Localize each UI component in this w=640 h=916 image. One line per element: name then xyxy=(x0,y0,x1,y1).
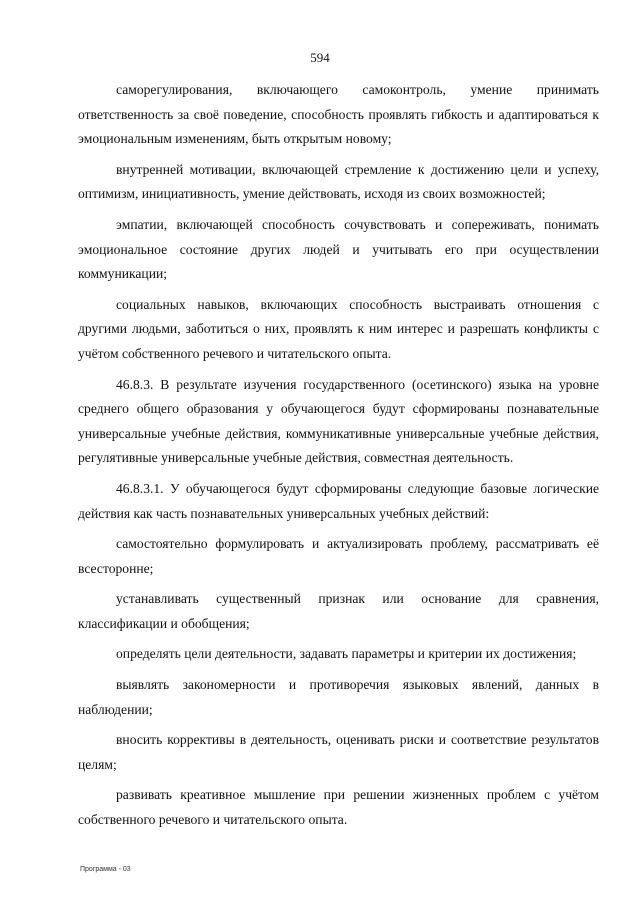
document-body xyxy=(78,78,599,839)
paragraph-self-regulation: саморегулирования, включающего самоконтроль, умение принимать ответственность за своё поведение, способность проявлять гибкость и адаптироваться к эмоциональным изменениям, быть открытым новому; xyxy=(78,82,599,147)
paragraph-empathy: эмпатии, включающей способность сочувствовать и сопереживать, понимать эмоциональное состояние других людей и учитывать его при осуществлении коммуникации; xyxy=(78,216,599,282)
paragraph-internal-motivation: внутренней мотивации, включающей стремление к достижению цели и успеху, оптимизм, инициативность, умение действовать, исходя из своих возможностей; xyxy=(78,161,599,202)
page-number: 594 xyxy=(310,50,330,65)
list-item-define-goals: определять цели деятельности, задавать параметры и критерии их достижения; xyxy=(116,646,577,662)
list-item-creative-thinking: развивать креативное мышление при решении жизненных проблем с учётом собственного речевого и читательского опыта. xyxy=(78,787,599,828)
paragraph-section-46-8-3: 46.8.3. В результате изучения государственного (осетинского) языка на уровне среднего общего образования у обучающегося будут сформированы познавательные универсальные учебные действия, коммуникативные универсальные учебные действия, регулятивные универсальные учебные действия, совместная деятельность. xyxy=(78,376,599,466)
list-item-make-corrections: вносить коррективы в деятельность, оценивать риски и соответствие результатов целям; xyxy=(78,732,599,772)
paragraph-section-46-8-3-1: 46.8.3.1. У обучающегося будут сформированы следующие базовые логические действия как часть познавательных универсальных учебных действий: xyxy=(78,480,599,521)
list-item-establish-feature: устанавливать существенный признак или основание для сравнения, классификации и обобщения; xyxy=(78,591,599,631)
paragraph-social-skills: социальных навыков, включающих способность выстраивать отношения с другими людьми, заботиться о них, проявлять к ним интерес и разрешать конфликты с учётом собственного речевого и читательского опыта. xyxy=(78,296,599,361)
list-item-identify-patterns: выявлять закономерности и противоречия языковых явлений, данных в наблюдении; xyxy=(78,677,599,717)
page-footer: Программа - 03 xyxy=(80,866,131,873)
list-item-formulate-problem: самостоятельно формулировать и актуализировать проблему, рассматривать её всесторонне; xyxy=(78,536,599,576)
